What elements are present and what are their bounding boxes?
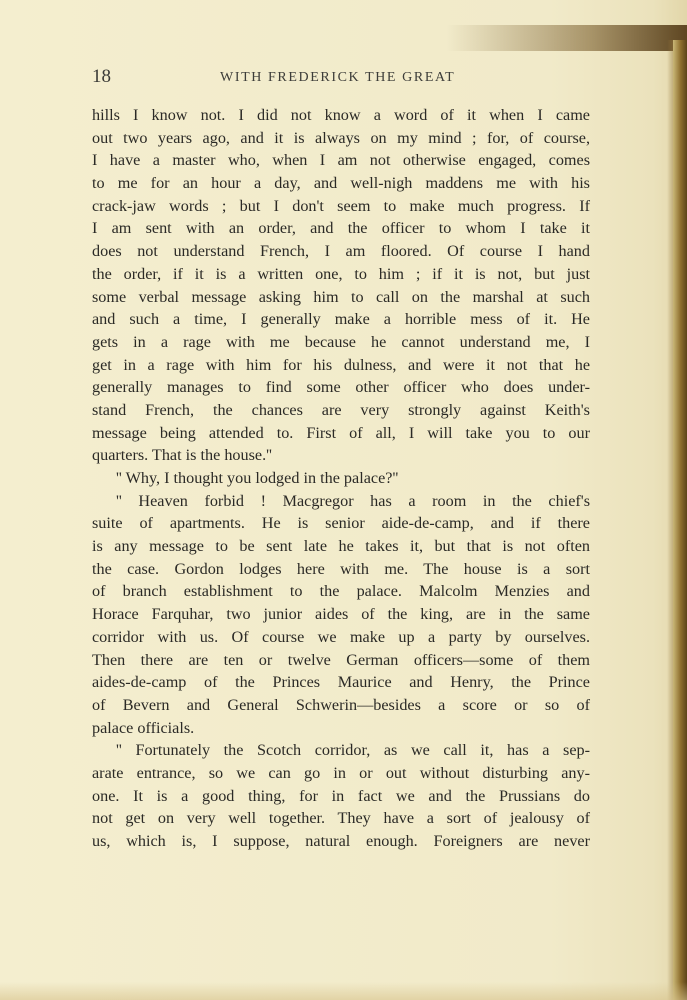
text-line: does not understand French, I am floored. Of course I hand [92,242,590,261]
text-line: '' Fortunately the Scotch corridor, as we call it, has a sep- [116,741,590,760]
text-line: hills I know not. I did not know a word of it when I came [92,106,590,124]
text-line: '' Why, I thought you lodged in the palace?'' [116,469,399,487]
text-line: message being attended to. First of all, I will take you to our [92,423,590,442]
page-header [92,66,590,88]
text-line: crack-jaw words ; but I don't seem to make much progress. If [92,196,590,215]
text-line: palace officials. [92,718,195,737]
text-line: us, which is, I suppose, natural enough. Foreigners are never [92,832,590,850]
text-line: of Bevern and General Schwerin—besides a score or so of [92,695,590,714]
text-line: of branch establishment to the palace. Malcolm Menzies and [92,582,590,601]
text-line: suite of apartments. He is senior aide-de-camp, and if there [92,514,590,533]
body-text [92,104,590,853]
running-title: WITH FREDERICK THE GREAT [220,70,456,85]
text-line: generally manages to find some other officer who does under- [92,378,590,397]
text-line: quarters. That is the house.'' [92,446,272,465]
text-line: corridor with us. Of course we make up a party by ourselves. [92,627,590,646]
text-line: gets in a rage with me because he cannot understand me, I [92,332,590,351]
text-line: aides-de-camp of the Princes Maurice and Henry, the Prince [92,673,590,692]
page-bottom-shadow [0,982,687,1000]
text-line: the order, if it is a written one, to him ; if it is not, but just [92,264,590,283]
page-corner-shadow [447,25,687,51]
text-line: the case. Gordon lodges here with me. The house is a sort [92,559,590,578]
text-line: out two years ago, and it is always on my mind ; for, of course, [92,128,590,147]
text-line: not get on very well together. They have a sort of jealousy of [92,809,590,828]
text-line: some verbal message asking him to call on the marshal at such [92,287,590,306]
text-line: '' Heaven forbid ! Macgregor has a room in the chief's [116,491,590,510]
text-line: is any message to be sent late he takes it, but that is not often [92,537,590,556]
text-line: to me for an hour a day, and well-nigh maddens me with his [92,174,590,193]
page-number: 18 [92,66,111,87]
text-line: and such a time, I generally make a horrible mess of it. He [92,310,590,329]
text-line: Horace Farquhar, two junior aides of the king, are in the same [92,605,590,624]
text-line: I am sent with an order, and the officer to whom I take it [92,219,590,238]
text-line: stand French, the chances are very strongly against Keith's [92,400,590,419]
text-line: get in a rage with him for his dulness, and were it not that he [92,355,590,374]
text-line: I have a master who, when I am not otherwise engaged, comes [92,151,590,170]
text-line: arate entrance, so we can go in or out without disturbing any- [92,763,590,782]
book-spine-edge [673,40,687,1000]
text-line: one. It is a good thing, for in fact we and the Prussians do [92,786,590,805]
text-line: Then there are ten or twelve German officers—some of them [92,650,590,669]
